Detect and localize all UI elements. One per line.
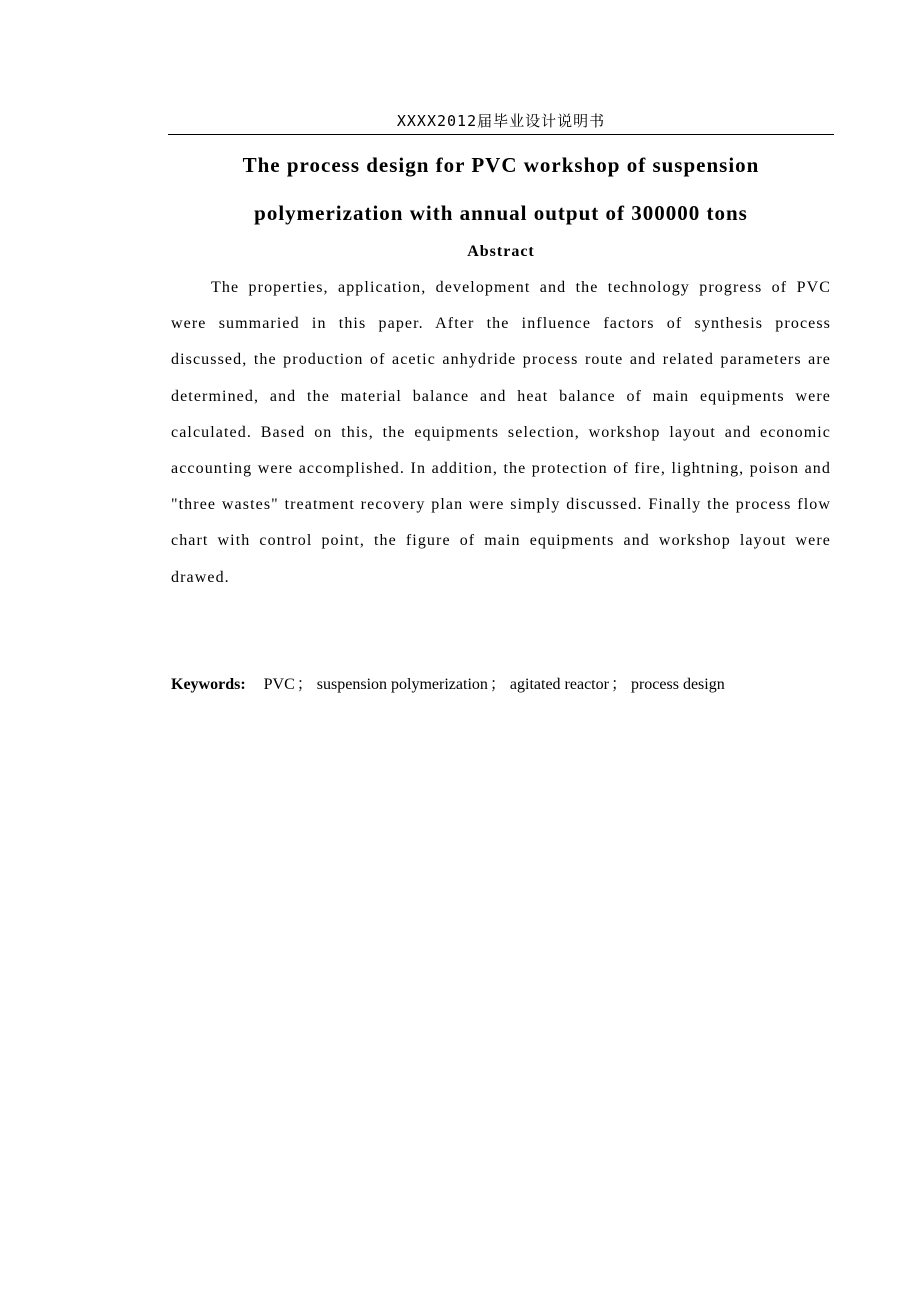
abstract-body: The properties, application, development and the technology progress of PVC were summaried in this paper. After the influence factors of synthesis process discussed, the production of acetic anhydride process route and related parameters are determined, and the material balance and heat balance of main equipments were calculated. Based on this, the equipments selection, workshop layout and economic accounting were accomplished. In addition, the protection of fire, lightning, poison and "three wastes" treatment recovery plan were simply discussed. Finally the process flow chart with control point, the figure of main equipments and workshop layout were drawed. — [171, 279, 831, 586]
document-title — [150, 141, 852, 237]
keywords-label: Keywords: — [171, 676, 246, 693]
keyword-item: agitated reactor — [509, 676, 609, 693]
running-header: XXXX2012届毕业设计说明书 — [396, 112, 606, 130]
keywords-line — [171, 672, 837, 698]
abstract-heading: Abstract — [467, 243, 535, 260]
title-line-2: polymerization with annual output of 300000 tons — [254, 201, 748, 225]
title-line-1: The process design for PVC workshop of suspension — [242, 153, 760, 177]
keyword-item: suspension polymerization — [316, 676, 488, 693]
keyword-item: process design — [630, 676, 725, 693]
keyword-separator: ； — [489, 676, 506, 693]
keyword-separator: ； — [296, 676, 313, 693]
keyword-separator: ； — [610, 676, 627, 693]
header-rule — [168, 134, 834, 135]
keyword-item: PVC — [263, 676, 295, 693]
